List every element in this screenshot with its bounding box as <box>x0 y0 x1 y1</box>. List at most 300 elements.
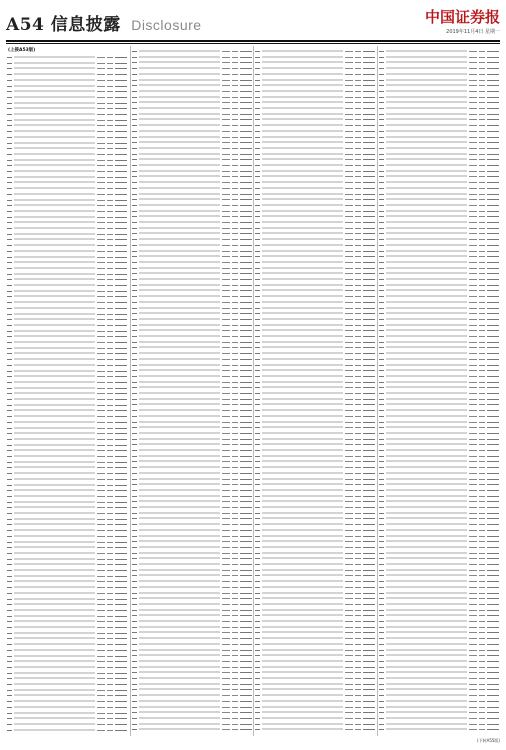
status-cell <box>115 633 127 634</box>
status-cell <box>240 176 252 177</box>
date-cell <box>232 148 238 149</box>
description-cell <box>139 660 220 663</box>
table-row <box>379 586 499 590</box>
code-cell <box>345 370 353 371</box>
row-number-cell <box>7 416 12 417</box>
code-cell <box>345 205 353 206</box>
date-cell <box>107 604 113 605</box>
table-row <box>132 187 252 191</box>
code-cell <box>469 108 477 109</box>
date-cell <box>107 479 113 480</box>
row-number-cell <box>7 604 12 605</box>
code-cell <box>469 444 477 445</box>
status-cell <box>363 444 375 445</box>
description-cell <box>139 666 220 669</box>
row-number-cell <box>255 467 260 468</box>
status-cell <box>487 507 499 508</box>
table-row <box>7 683 127 687</box>
table-row <box>132 329 252 333</box>
description-cell <box>262 683 343 686</box>
date-cell <box>355 644 361 645</box>
code-cell <box>97 388 105 389</box>
code-cell <box>97 291 105 292</box>
description-cell <box>386 335 467 338</box>
description-cell <box>386 90 467 93</box>
row-number-cell <box>132 427 137 428</box>
row-number-cell <box>379 461 384 462</box>
date-cell <box>232 667 238 668</box>
description-cell <box>386 267 467 270</box>
row-number-cell <box>132 382 137 383</box>
table-row <box>7 62 127 66</box>
description-cell <box>14 153 95 156</box>
code-cell <box>97 570 105 571</box>
status-cell <box>487 479 499 480</box>
table-row <box>132 557 252 561</box>
description-cell <box>14 330 95 333</box>
code-cell <box>222 262 230 263</box>
row-number-cell <box>379 615 384 616</box>
row-number-cell <box>379 718 384 719</box>
table-row <box>7 415 127 419</box>
code-cell <box>345 262 353 263</box>
description-cell <box>14 102 95 105</box>
description-cell <box>139 478 220 481</box>
code-cell <box>469 211 477 212</box>
status-cell <box>363 80 375 81</box>
date-cell <box>107 399 113 400</box>
description-cell <box>14 250 95 253</box>
row-number-cell <box>7 365 12 366</box>
row-number-cell <box>255 570 260 571</box>
description-cell <box>262 506 343 509</box>
date-cell <box>479 296 485 297</box>
table-row <box>7 444 127 448</box>
row-number-cell <box>255 137 260 138</box>
row-number-cell <box>255 325 260 326</box>
status-cell <box>240 68 252 69</box>
code-cell <box>222 97 230 98</box>
table-row <box>255 540 375 544</box>
row-number-cell <box>255 313 260 314</box>
date-cell <box>479 57 485 58</box>
description-cell <box>139 574 220 577</box>
table-row <box>255 67 375 71</box>
table-row <box>132 324 252 328</box>
description-cell <box>262 466 343 469</box>
date-cell <box>232 62 238 63</box>
row-number-cell <box>379 359 384 360</box>
status-cell <box>115 542 127 543</box>
date-cell <box>479 593 485 594</box>
code-cell <box>222 490 230 491</box>
row-number-cell <box>379 632 384 633</box>
status-cell <box>115 137 127 138</box>
table-row <box>379 626 499 630</box>
description-cell <box>386 164 467 167</box>
code-cell <box>469 137 477 138</box>
description-cell <box>14 67 95 70</box>
status-cell <box>363 661 375 662</box>
table-row <box>7 136 127 140</box>
status-cell <box>115 405 127 406</box>
table-row <box>255 79 375 83</box>
status-cell <box>115 331 127 332</box>
row-number-cell <box>379 330 384 331</box>
code-cell <box>222 615 230 616</box>
row-number-cell <box>379 262 384 263</box>
code-cell <box>97 610 105 611</box>
row-number-cell <box>255 347 260 348</box>
row-number-cell <box>7 433 12 434</box>
status-cell <box>487 188 499 189</box>
date-cell <box>107 730 113 731</box>
description-cell <box>139 563 220 566</box>
description-cell <box>14 159 95 162</box>
code-cell <box>97 616 105 617</box>
row-number-cell <box>379 216 384 217</box>
status-cell <box>363 387 375 388</box>
code-cell <box>469 541 477 542</box>
status-cell <box>363 285 375 286</box>
table-row <box>379 227 499 231</box>
description-cell <box>139 649 220 652</box>
row-number-cell <box>7 160 12 161</box>
table-row <box>7 119 127 123</box>
table-row <box>379 609 499 613</box>
table-row <box>379 506 499 510</box>
row-number-cell <box>132 279 137 280</box>
row-number-cell <box>379 80 384 81</box>
description-cell <box>139 495 220 498</box>
date-cell <box>232 393 238 394</box>
row-number-cell <box>379 484 384 485</box>
status-cell <box>487 667 499 668</box>
description-cell <box>14 461 95 464</box>
date-cell <box>107 120 113 121</box>
date-cell <box>355 347 361 348</box>
code-cell <box>222 433 230 434</box>
table-row <box>7 318 127 322</box>
status-cell <box>115 490 127 491</box>
code-cell <box>345 729 353 730</box>
date-cell <box>232 330 238 331</box>
table-row <box>132 124 252 128</box>
code-cell <box>97 724 105 725</box>
status-cell <box>240 718 252 719</box>
status-cell <box>115 359 127 360</box>
code-cell <box>97 308 105 309</box>
description-cell <box>14 318 95 321</box>
row-number-cell <box>132 553 137 554</box>
row-number-cell <box>255 365 260 366</box>
row-number-cell <box>7 690 12 691</box>
status-cell <box>487 467 499 468</box>
date-cell <box>479 450 485 451</box>
status-cell <box>115 661 127 662</box>
date-cell <box>232 724 238 725</box>
table-row <box>7 672 127 676</box>
code-cell <box>469 496 477 497</box>
status-cell <box>487 427 499 428</box>
date-cell <box>107 160 113 161</box>
table-row <box>132 449 252 453</box>
date-cell <box>107 359 113 360</box>
status-cell <box>487 422 499 423</box>
date-cell <box>479 131 485 132</box>
description-cell <box>139 107 220 110</box>
description-cell <box>139 193 220 196</box>
code-cell <box>97 63 105 64</box>
date-cell <box>107 428 113 429</box>
code-cell <box>469 615 477 616</box>
description-cell <box>262 335 343 338</box>
table-row <box>255 267 375 271</box>
date-cell <box>107 171 113 172</box>
table-row <box>7 484 127 488</box>
date-cell <box>355 422 361 423</box>
row-number-cell <box>132 416 137 417</box>
date-cell <box>232 273 238 274</box>
code-cell <box>469 370 477 371</box>
status-cell <box>363 119 375 120</box>
status-cell <box>115 621 127 622</box>
date-cell <box>232 176 238 177</box>
date-cell <box>232 285 238 286</box>
status-cell <box>115 291 127 292</box>
table-row <box>255 603 375 607</box>
status-cell <box>115 245 127 246</box>
code-cell <box>469 279 477 280</box>
code-cell <box>97 485 105 486</box>
row-number-cell <box>7 200 12 201</box>
table-row <box>132 700 252 704</box>
table-row <box>132 711 252 715</box>
row-number-cell <box>379 57 384 58</box>
description-cell <box>386 238 467 241</box>
table-row <box>255 50 375 54</box>
description-cell <box>386 460 467 463</box>
status-cell <box>240 313 252 314</box>
status-cell <box>487 615 499 616</box>
description-cell <box>386 227 467 230</box>
status-cell <box>487 325 499 326</box>
table-row <box>255 398 375 402</box>
description-cell <box>262 535 343 538</box>
status-cell <box>115 97 127 98</box>
description-cell <box>262 460 343 463</box>
code-cell <box>97 547 105 548</box>
status-cell <box>115 143 127 144</box>
status-cell <box>115 182 127 183</box>
date-cell <box>479 689 485 690</box>
code-cell <box>345 199 353 200</box>
status-cell <box>240 308 252 309</box>
date-cell <box>479 627 485 628</box>
status-cell <box>115 650 127 651</box>
table-row <box>132 478 252 482</box>
row-number-cell <box>379 501 384 502</box>
description-cell <box>386 626 467 629</box>
description-cell <box>139 637 220 640</box>
description-cell <box>139 592 220 595</box>
status-cell <box>115 114 127 115</box>
description-cell <box>262 495 343 498</box>
table-row <box>132 580 252 584</box>
table-row <box>255 574 375 578</box>
date-cell <box>479 347 485 348</box>
row-number-cell <box>255 707 260 708</box>
row-number-cell <box>379 644 384 645</box>
date-cell <box>232 416 238 417</box>
status-cell <box>363 62 375 63</box>
description-cell <box>139 73 220 76</box>
status-cell <box>363 473 375 474</box>
status-cell <box>240 564 252 565</box>
date-cell <box>479 370 485 371</box>
status-cell <box>363 91 375 92</box>
code-cell <box>345 621 353 622</box>
status-cell <box>487 536 499 537</box>
status-cell <box>363 376 375 377</box>
code-cell <box>222 342 230 343</box>
status-cell <box>363 365 375 366</box>
status-cell <box>487 205 499 206</box>
table-row <box>255 118 375 122</box>
description-cell <box>14 244 95 247</box>
status-cell <box>115 205 127 206</box>
table-row <box>255 706 375 710</box>
status-cell <box>240 439 252 440</box>
row-number-cell <box>7 125 12 126</box>
date-cell <box>107 336 113 337</box>
date-cell <box>232 587 238 588</box>
description-cell <box>262 569 343 572</box>
table-row <box>132 512 252 516</box>
status-cell <box>115 718 127 719</box>
row-number-cell <box>255 422 260 423</box>
description-cell <box>262 284 343 287</box>
row-number-cell <box>255 672 260 673</box>
description-cell <box>262 193 343 196</box>
status-cell <box>115 479 127 480</box>
status-cell <box>115 308 127 309</box>
status-cell <box>363 518 375 519</box>
description-cell <box>262 688 343 691</box>
date-cell <box>479 678 485 679</box>
status-cell <box>115 410 127 411</box>
table-row <box>255 255 375 259</box>
table-row <box>7 518 127 522</box>
status-cell <box>363 165 375 166</box>
date-cell <box>232 439 238 440</box>
code-cell <box>97 456 105 457</box>
status-cell <box>487 159 499 160</box>
date-cell <box>232 404 238 405</box>
description-cell <box>139 84 220 87</box>
date-cell <box>232 199 238 200</box>
table-row <box>255 324 375 328</box>
date-cell <box>232 661 238 662</box>
description-cell <box>262 198 343 201</box>
description-cell <box>14 501 95 504</box>
code-cell <box>97 371 105 372</box>
date-cell <box>479 433 485 434</box>
date-cell <box>355 382 361 383</box>
row-number-cell <box>132 707 137 708</box>
table-row <box>132 426 252 430</box>
status-cell <box>240 547 252 548</box>
description-cell <box>139 386 220 389</box>
table-row <box>7 478 127 482</box>
table-row <box>7 712 127 716</box>
code-cell <box>345 148 353 149</box>
row-number-cell <box>132 154 137 155</box>
row-number-cell <box>132 513 137 514</box>
description-cell <box>139 232 220 235</box>
table-row <box>7 199 127 203</box>
description-cell <box>14 535 95 538</box>
row-number-cell <box>379 707 384 708</box>
description-cell <box>262 346 343 349</box>
row-number-cell <box>255 393 260 394</box>
code-cell <box>97 507 105 508</box>
code-cell <box>97 148 105 149</box>
table-row <box>132 683 252 687</box>
date-cell <box>479 712 485 713</box>
date-cell <box>479 108 485 109</box>
description-cell <box>386 261 467 264</box>
status-cell <box>240 370 252 371</box>
row-number-cell <box>379 108 384 109</box>
table-row <box>132 147 252 151</box>
row-number-cell <box>379 712 384 713</box>
description-cell <box>262 717 343 720</box>
table-row <box>255 643 375 647</box>
description-cell <box>139 130 220 133</box>
date-cell <box>479 672 485 673</box>
description-cell <box>14 256 95 259</box>
date-cell <box>232 365 238 366</box>
row-number-cell <box>255 558 260 559</box>
date-cell <box>232 336 238 337</box>
table-row <box>7 176 127 180</box>
row-number-cell <box>255 712 260 713</box>
row-number-cell <box>379 570 384 571</box>
status-cell <box>240 285 252 286</box>
status-cell <box>240 724 252 725</box>
description-cell <box>386 136 467 139</box>
description-cell <box>139 426 220 429</box>
row-number-cell <box>379 575 384 576</box>
code-cell <box>469 97 477 98</box>
date-cell <box>479 285 485 286</box>
row-number-cell <box>132 444 137 445</box>
date-cell <box>355 216 361 217</box>
row-number-cell <box>379 689 384 690</box>
status-cell <box>240 108 252 109</box>
row-number-cell <box>379 137 384 138</box>
description-cell <box>386 221 467 224</box>
date-cell <box>232 359 238 360</box>
description-cell <box>139 717 220 720</box>
description-cell <box>262 278 343 281</box>
description-cell <box>139 113 220 116</box>
status-cell <box>363 581 375 582</box>
code-cell <box>469 701 477 702</box>
row-number-cell <box>379 593 384 594</box>
table-row <box>132 255 252 259</box>
